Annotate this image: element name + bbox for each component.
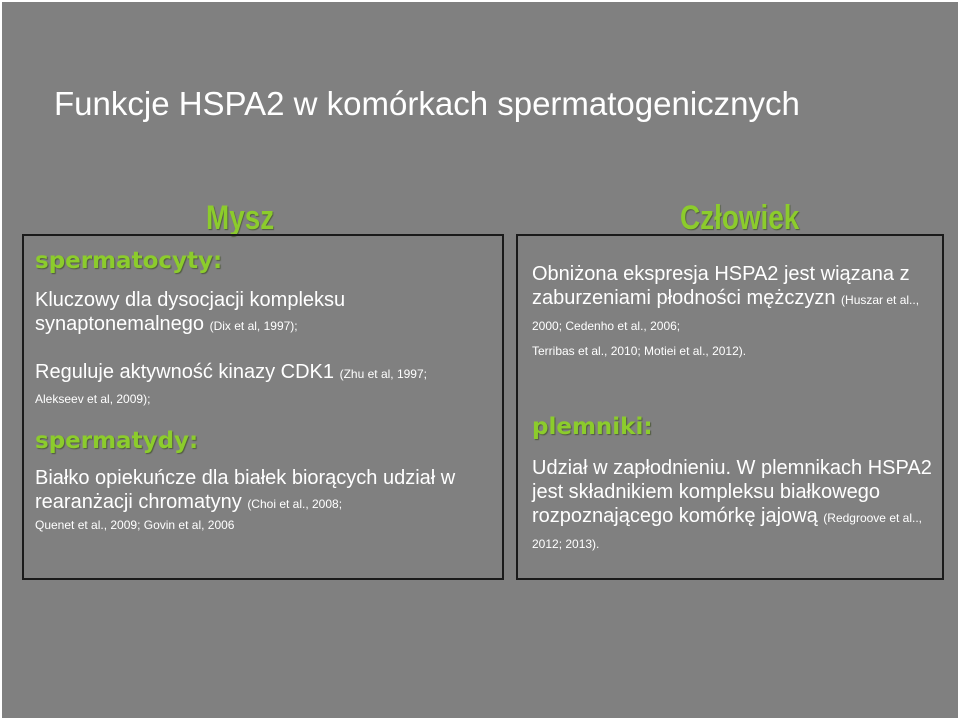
mouse-item-cdk1-citation: (Zhu et al, 1997; [339, 367, 427, 381]
mouse-item-chaperone-text: Białko opiekuńcze dla białek biorących udział w rearanżacji chromatyny [35, 467, 456, 513]
spermatids-label: spermatydy: [35, 428, 199, 454]
human-item-fertility-text: Obniżona ekspresja HSPA2 jest wiązana z zaburzeniami płodności mężczyzn [532, 263, 910, 309]
slide [2, 2, 958, 718]
mouse-heading: Mysz [206, 199, 275, 237]
mouse-item-cdk1-citation-cont: Alekseev et al, 2009); [35, 392, 151, 406]
mouse-item-synaptonemal-citation: (Dix et al, 1997); [209, 319, 298, 333]
human-item-fertility-citation-cont: Terribas et al., 2010; Motiei et al., 2012). [532, 344, 747, 358]
mouse-item-synaptonemal [35, 288, 487, 338]
mouse-item-chaperone-citation: (Choi et al., 2008; [247, 497, 343, 511]
human-item-fertilization [532, 456, 936, 556]
human-item-fertilization-citation: (Redgroove et al.., 2012; 2013). [532, 511, 922, 551]
slide-title: Funkcje HSPA2 w komórkach spermatogenicznych [54, 85, 800, 122]
mouse-item-cdk1-text: Reguluje aktywność kinazy CDK1 [35, 361, 335, 383]
spermatocytes-label: spermatocyty: [35, 248, 223, 274]
human-heading: Człowiek [680, 199, 800, 237]
mouse-panel [22, 234, 504, 580]
mouse-item-cdk1 [35, 360, 495, 408]
mouse-item-synaptonemal-text: Kluczowy dla dysocjacji kompleksu synaptonemalnego [35, 289, 346, 335]
sperm-label: plemniki: [532, 414, 653, 440]
human-item-fertilization-text: Udział w zapłodnieniu. W plemnikach HSPA2 jest składnikiem kompleksu białkowego rozpoznającego komórkę jajową [532, 457, 932, 527]
mouse-item-chaperone-citation-cont: Quenet et al., 2009; Govin et al, 2006 [35, 518, 235, 532]
human-item-fertility [532, 262, 932, 360]
human-panel [516, 234, 944, 580]
human-item-fertility-citation: (Huszar et al.., 2000; Cedenho et al., 2006; [532, 293, 920, 333]
mouse-item-chaperone [35, 466, 501, 534]
